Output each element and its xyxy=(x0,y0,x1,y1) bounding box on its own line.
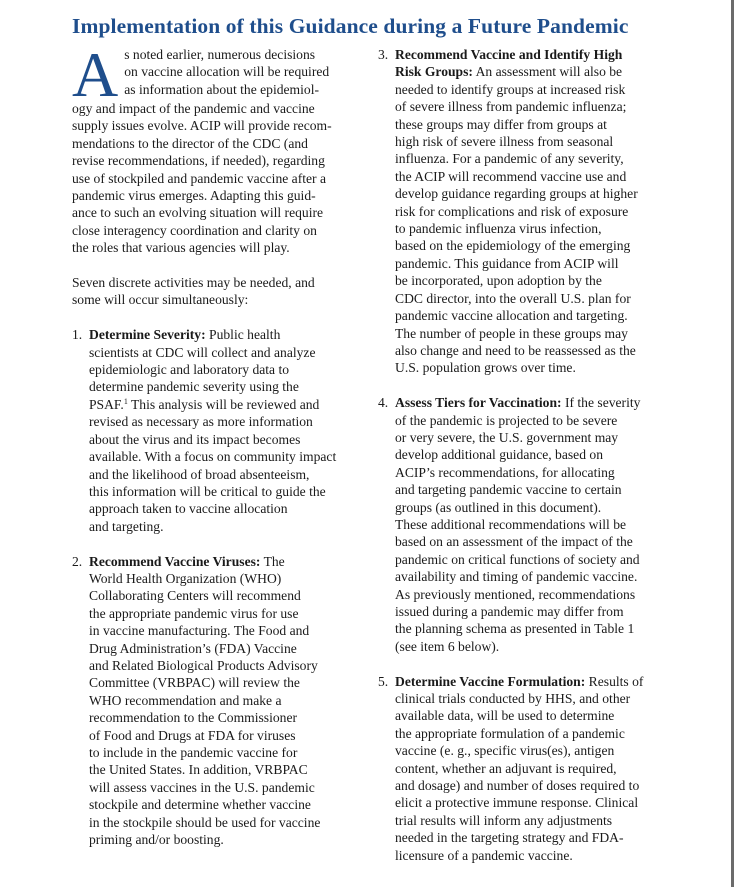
item-line: will assess vaccines in the U.S. pandemic xyxy=(89,779,315,795)
item-line: of severe illness from pandemic influenza; xyxy=(395,99,627,115)
item-line: clinical trials conducted by HHS, and other xyxy=(395,691,631,706)
item-line: These additional recommendations will be xyxy=(395,516,627,532)
drop-cap: A xyxy=(72,39,119,110)
activities-intro-line: some will occur simultaneously: xyxy=(72,292,249,308)
intro-line: use of stockpiled and pandemic vaccine after a xyxy=(72,170,327,186)
item-number: 5. xyxy=(378,673,389,689)
list-item-1 xyxy=(72,326,354,535)
intro-line: close interagency coordination and clarity on xyxy=(72,222,317,238)
item-line: these groups may differ from groups at xyxy=(395,116,607,132)
item-line: influenza. For a pandemic of any severity, xyxy=(395,151,624,167)
item-text: Results of xyxy=(585,673,644,689)
item-line: The number of people in these groups may xyxy=(395,325,628,341)
item-line: develop additional guidance, based on xyxy=(395,447,603,463)
item-number: 4. xyxy=(378,395,389,411)
item-number: 3. xyxy=(378,47,389,62)
item-line: the planning schema as presented in Table 1 xyxy=(395,621,635,637)
footnote-ref: 1 xyxy=(123,396,128,406)
item-line: As previously mentioned, recommendations xyxy=(395,586,636,602)
intro-line: pandemic virus emerges. Adapting this guid- xyxy=(72,188,316,204)
item-line: of the pandemic is projected to be severe xyxy=(395,412,618,428)
item-line: CDC director, into the overall U.S. plan for xyxy=(395,290,631,306)
list-item-3 xyxy=(378,46,660,377)
intro-line: mendations to the director of the CDC (and xyxy=(72,135,308,151)
item-line: available data, will be used to determine xyxy=(395,708,615,724)
section-title: Implementation of this Guidance during a Future Pandemic xyxy=(72,14,629,38)
item-line: about the virus and its impact becomes xyxy=(89,431,301,447)
list-item-4 xyxy=(378,394,660,655)
item-line: or very severe, the U.S. government may xyxy=(395,429,619,445)
item-line: and targeting pandemic vaccine to certain xyxy=(395,482,622,498)
item-line: issued during a pandemic may differ from xyxy=(395,603,624,619)
item-line: and targeting. xyxy=(89,518,164,534)
item-text: PSAF. xyxy=(89,396,124,412)
activities-intro-line: Seven discrete activities may be needed, and xyxy=(72,275,315,291)
item-line: vaccine (e. g., specific virus(es), antigen xyxy=(395,743,615,759)
intro-line: ogy and impact of the pandemic and vaccine xyxy=(72,101,315,116)
item-line: high risk of severe illness from seasonal xyxy=(395,134,614,150)
item-line: to include in the pandemic vaccine for xyxy=(89,744,298,760)
item-line: Committee (VRBPAC) will review the xyxy=(89,675,300,691)
item-line: pandemic on critical functions of society and xyxy=(395,551,640,567)
intro-line: as information about the epidemiol- xyxy=(124,81,320,97)
item-text: Public health xyxy=(205,327,281,343)
item-line: approach taken to vaccine allocation xyxy=(89,501,288,517)
item-line: ACIP’s recommendations, for allocating xyxy=(395,464,615,480)
item-heading: Determine Vaccine Formulation: xyxy=(395,673,586,689)
item-line: available. With a focus on community impact xyxy=(89,449,337,465)
item-heading: Risk Groups: xyxy=(395,64,473,80)
right-column xyxy=(378,46,660,864)
item-line: elicit a protective immune response. Clinical xyxy=(395,795,639,811)
left-column xyxy=(72,39,354,848)
intro-paragraph xyxy=(72,39,354,257)
item-number: 2. xyxy=(72,553,83,569)
item-line: to pandemic influenza virus infection, xyxy=(395,221,602,237)
intro-line: revise recommendations, if needed), regarding xyxy=(72,153,325,169)
item-line: Collaborating Centers will recommend xyxy=(89,588,301,604)
item-line: pandemic vaccine allocation and targeting. xyxy=(395,308,628,324)
activities-intro xyxy=(72,274,354,309)
item-text: If the severity xyxy=(561,395,641,411)
item-line: pandemic. This guidance from ACIP will xyxy=(395,255,619,271)
item-line: Drug Administration’s (FDA) Vaccine xyxy=(89,640,297,656)
item-line: the United States. In addition, VRBPAC xyxy=(89,762,308,778)
item-line: also change and need to be reassessed as the xyxy=(395,342,636,358)
item-text: An assessment will also be xyxy=(472,64,623,80)
item-line: in the stockpile should be used for vaccine xyxy=(89,814,321,830)
item-line: and the likelihood of broad absenteeism, xyxy=(89,466,310,482)
item-line: the ACIP will recommend vaccine use and xyxy=(395,168,627,184)
item-line: groups (as outlined in this document). xyxy=(395,499,602,515)
intro-line: s noted earlier, numerous decisions xyxy=(124,47,316,62)
item-heading: Recommend Vaccine Viruses: xyxy=(89,553,261,569)
item-line: and dosage) and number of doses required to xyxy=(395,778,640,794)
item-line: recommendation to the Commissioner xyxy=(89,710,298,726)
item-line: based on an assessment of the impact of the xyxy=(395,534,633,550)
item-line: and Related Biological Products Advisory xyxy=(89,657,318,673)
item-line: this information will be critical to guide the xyxy=(89,483,326,499)
item-line: based on the epidemiology of the emerging xyxy=(395,238,631,254)
item-line: in vaccine manufacturing. The Food and xyxy=(89,623,310,639)
item-line: licensure of a pandemic vaccine. xyxy=(395,847,573,863)
item-line: determine pandemic severity using the xyxy=(89,379,299,395)
item-line: U.S. population grows over time. xyxy=(395,360,576,376)
list-item-2 xyxy=(72,553,354,849)
item-line: needed in the targeting strategy and FDA- xyxy=(395,830,624,846)
item-heading: Determine Severity: xyxy=(89,327,206,343)
item-line: availability and timing of pandemic vaccine. xyxy=(395,569,638,585)
intro-line: on vaccine allocation will be required xyxy=(124,64,330,80)
item-line: epidemiologic and laboratory data to xyxy=(89,362,290,378)
item-line: trial results will inform any adjustments xyxy=(395,812,613,828)
item-line: revised as necessary as more information xyxy=(89,414,313,430)
item-heading: Recommend Vaccine and Identify High xyxy=(395,47,623,62)
item-line: of Food and Drugs at FDA for viruses xyxy=(89,727,296,743)
item-text: The xyxy=(260,553,285,569)
item-line: content, whether an adjuvant is required, xyxy=(395,760,617,776)
item-line: the appropriate pandemic virus for use xyxy=(89,605,299,621)
item-line: priming and/or boosting. xyxy=(89,832,224,848)
item-line: needed to identify groups at increased risk xyxy=(395,81,626,97)
list-item-5 xyxy=(378,673,660,864)
item-line: develop guidance regarding groups at higher xyxy=(395,186,638,202)
intro-line: ance to such an evolving situation will require xyxy=(72,205,324,221)
item-number: 1. xyxy=(72,327,83,343)
intro-line: the roles that various agencies will play. xyxy=(72,240,290,256)
intro-line: supply issues evolve. ACIP will provide recom- xyxy=(72,118,332,134)
item-line: WHO recommendation and make a xyxy=(89,692,282,708)
item-line: be incorporated, upon adoption by the xyxy=(395,273,602,289)
item-line: (see item 6 below). xyxy=(395,638,500,654)
item-text: This analysis will be reviewed and xyxy=(127,396,320,412)
item-line: World Health Organization (WHO) xyxy=(89,570,282,586)
item-line: scientists at CDC will collect and analyze xyxy=(89,344,316,360)
item-line: stockpile and determine whether vaccine xyxy=(89,797,311,813)
item-line: risk for complications and risk of exposure xyxy=(395,203,629,219)
item-line: the appropriate formulation of a pandemic xyxy=(395,725,625,741)
item-heading: Assess Tiers for Vaccination: xyxy=(395,395,562,411)
